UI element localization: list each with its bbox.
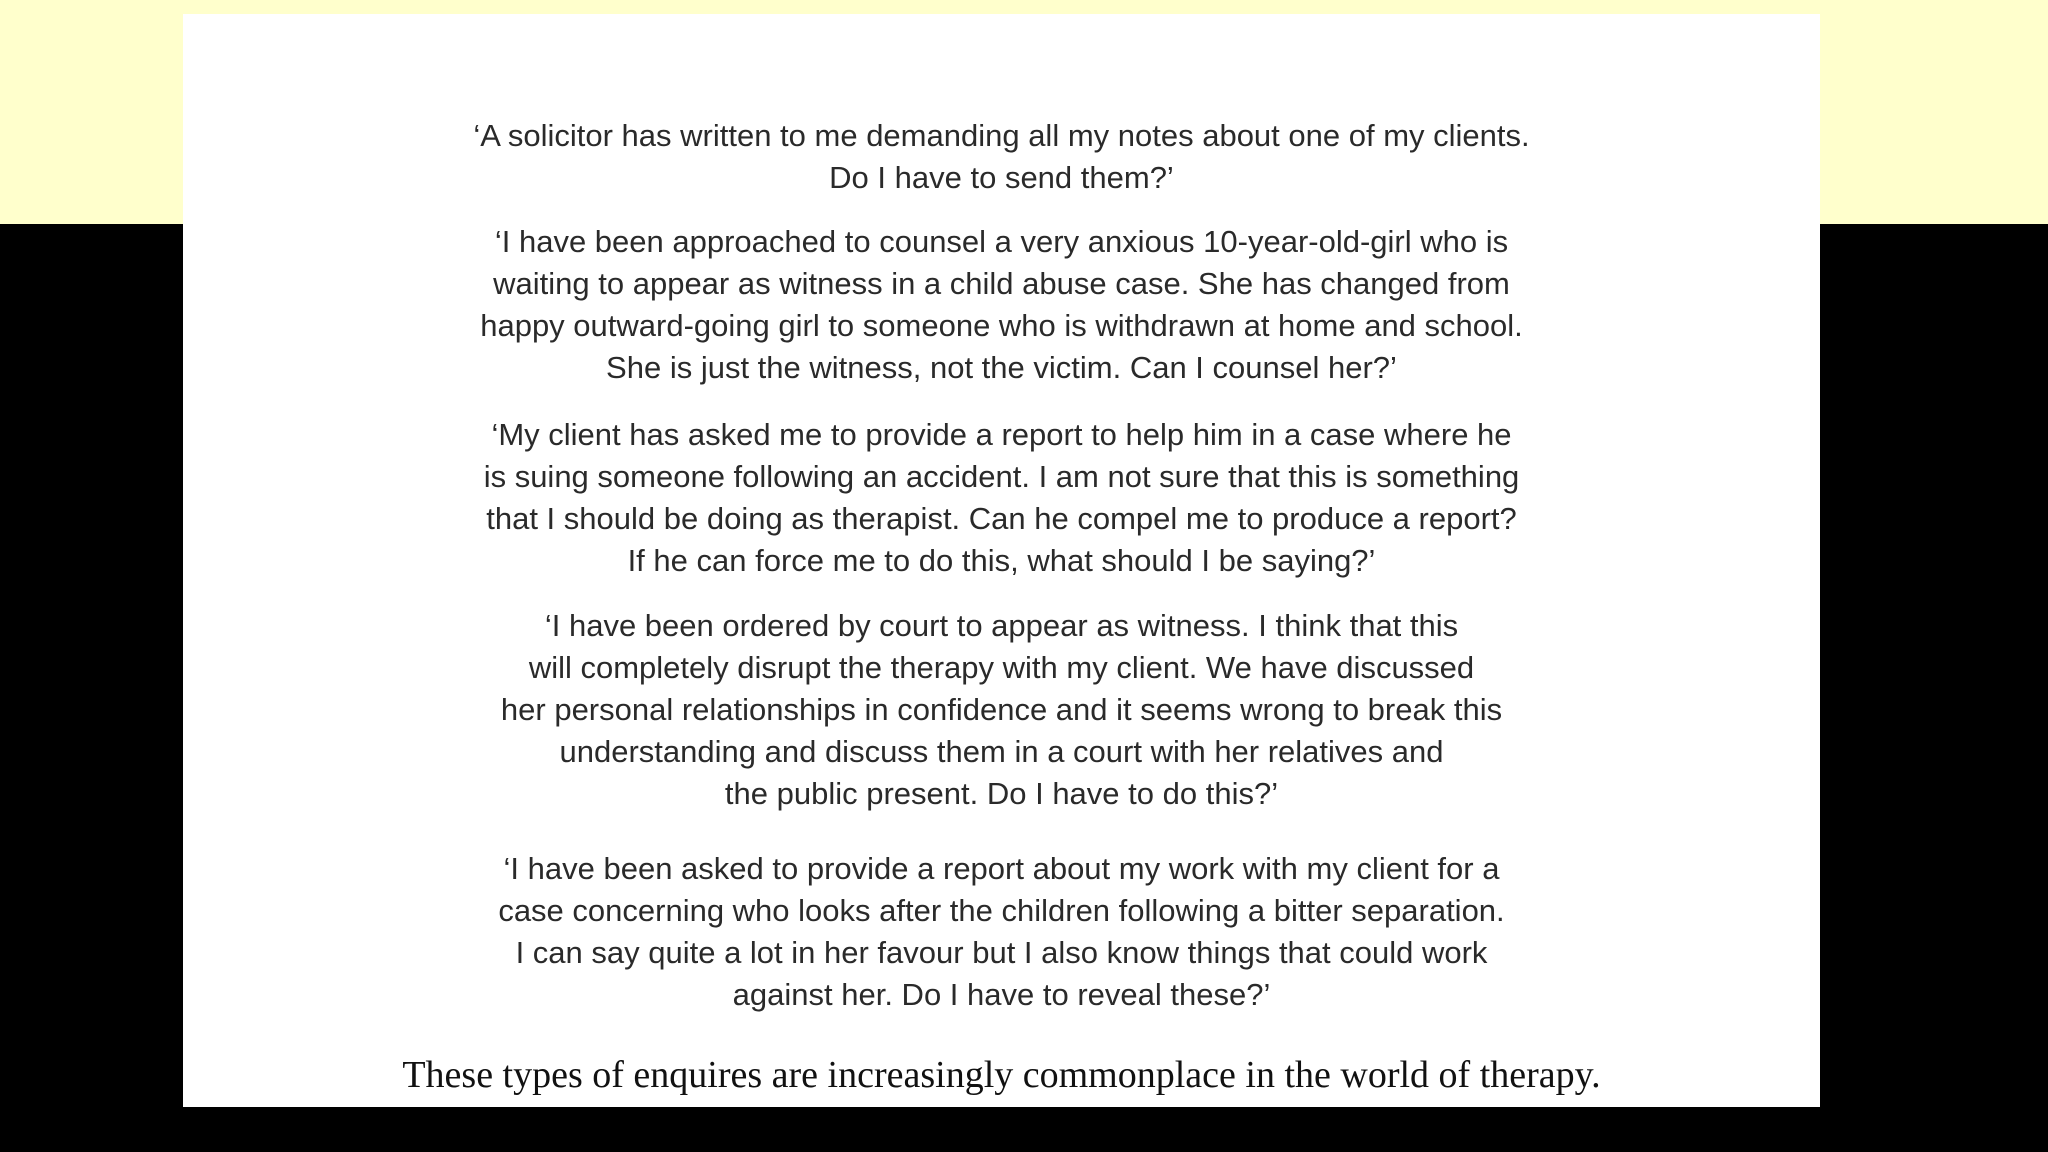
text-line: Do I have to send them?’ <box>829 160 1174 195</box>
text-line: ‘A solicitor has written to me demanding all my notes about one of my clients. <box>473 118 1530 153</box>
text-line: waiting to appear as witness in a child abuse case. She has changed from <box>493 266 1510 301</box>
text-line: She is just the witness, not the victim. Can I counsel her?’ <box>606 350 1397 385</box>
quote-client-report <box>183 414 1820 582</box>
text-line: understanding and discuss them in a court with her relatives and <box>559 734 1444 769</box>
text-line: I can say quite a lot in her favour but I also know things that could work <box>515 935 1488 970</box>
quote-court-order <box>183 605 1820 815</box>
quote-child-witness <box>183 221 1820 389</box>
text-line: the public present. Do I have to do this?’ <box>724 776 1279 811</box>
document-page <box>183 14 1820 1107</box>
text-line: ‘My client has asked me to provide a report to help him in a case where he <box>491 417 1512 452</box>
text-line: ‘I have been approached to counsel a very anxious 10-year-old-girl who is <box>494 224 1509 259</box>
text-line: These types of enquires are increasingly commonplace in the world of therapy. <box>402 1054 1601 1096</box>
text-line: ‘I have been ordered by court to appear as witness. I think that this <box>544 608 1459 643</box>
text-line: that I should be doing as therapist. Can he compel me to produce a report? <box>486 501 1517 536</box>
text-line: case concerning who looks after the children following a bitter separation. <box>498 893 1505 928</box>
quote-solicitor-notes <box>183 115 1820 199</box>
text-line: happy outward-going girl to someone who is withdrawn at home and school. <box>480 308 1523 343</box>
text-line: ‘I have been asked to provide a report about my work with my client for a <box>503 851 1500 886</box>
text-line: is suing someone following an accident. I am not sure that this is something <box>483 459 1520 494</box>
text-line: against her. Do I have to reveal these?’ <box>732 977 1271 1012</box>
text-line: will completely disrupt the therapy with my client. We have discussed <box>528 650 1475 685</box>
closing-paragraph <box>183 1051 1820 1099</box>
quote-custody-report <box>183 848 1820 1016</box>
text-line: If he can force me to do this, what should I be saying?’ <box>627 543 1376 578</box>
text-line: her personal relationships in confidence and it seems wrong to break this <box>500 692 1503 727</box>
